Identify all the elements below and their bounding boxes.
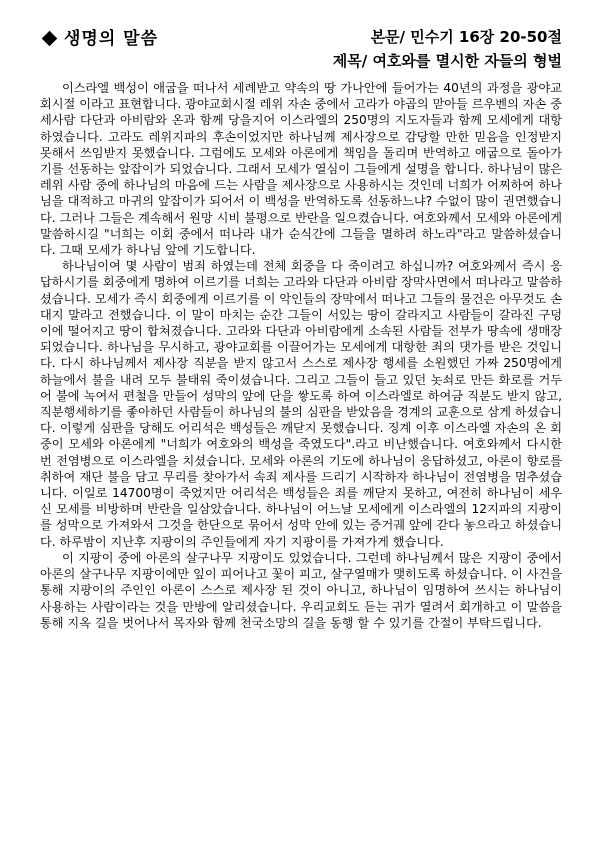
header bbox=[40, 22, 562, 74]
paragraph: 하나님이여 몇 사람이 범죄 하였는데 전체 회중을 다 죽이려고 하십니까? 여호와께서 즉시 응답하시기를 회중에게 명하여 이르기를 너희는 고라와 다단과 아비람 장막사면에서 떠나라고 말씀하셨습니다. 모세가 즉시 회중에게 이르기를 이 악인들의 장막에서 떠나고 그들의 물건은 아무것도 손대지 말라고 전했습니다. 이 말이 마치는 순간 그들이 서있는 땅이 갈라지고 사람들이 갈라진 구덩이에 떨어지고 땅이 합쳐졌습니다. 고라와 다단과 아비람에게 소속된 사람들 전부가 땅속에 생매장 되었습니다. 하나님을 무시하고, 광야교회를 이끌어가는 모세에게 대항한 죄의 댓가를 받은 것입니다. 다시 하나님께서 제사장 직분을 받지 않고서 스스로 제사장 행세를 소원했던 가짜 250명에게 하늘에서 불을 내려 모두 불태워 죽이셨습니다. 그리고 그들이 들고 있던 놋쇠로 만든 화로를 거두어 불에 녹여서 편철을 만들어 성막의 앞에 단을 쌓도록 하여 이스라엘로 하여금 직분도 받지 않고, 직분행세하기를 좋아하던 사람들이 하나님의 불의 심판을 받았음을 경계의 교훈으로 삼게 하셨습니다. 이렇게 심판을 당해도 어리석은 백성들은 깨닫지 못했습니다. 징계 이후 이스라엘 자손의 온 회중이 모세와 아론에게 "너희가 여호와의 백성을 죽였도다".라고 비난했습니다. 여호와께서 다시한번 전염병으로 이스라엘을 치셨습니다. 모세와 아론의 기도에 하나님이 응답하셨고, 아론이 향로를 취하여 재단 불을 담고 무리를 찾아가서 속죄 제사를 드리기 시작하자 하나님이 전염병을 멈추셨습니다. 이일로 14700명이 죽었지만 어리석은 백성들은 죄를 깨닫지 못하고, 여전히 하나님이 세우신 모세를 비방하며 반란을 일삼았습니다. 하나님이 어느날 모세에게 이스라엘의 12지파의 지팡이를 성막으로 가져와서 그것을 한단으로 묶어서 성막 안에 있는 증거궤 앞에 갇다 놓으라고 하셨습니다. 하루밤이 지난후 지팡이의 주인들에게 자기 지팡이를 가져가게 했습니다. bbox=[40, 259, 562, 549]
sermon-subject: 제목/ 여호와를 멸시한 자들의 형벌 bbox=[332, 52, 562, 70]
section-title-text: 생명의 말씀 bbox=[64, 29, 159, 49]
sermon-body bbox=[40, 80, 562, 631]
section-title bbox=[40, 24, 158, 49]
scripture-reference: 본문/ 민수기 16장 20-50절 bbox=[370, 28, 562, 46]
paragraph: 이스라엘 백성이 애굽을 떠나서 세례받고 약속의 땅 가나안에 들어가는 40년의 과정을 광야교회시절 이라고 표현합니다. 광야교회시절 레위 자손 중에서 고라가 야곱의 맏아들 르우벤의 자손 중 세사람 다단과 아비람와 온과 함께 당을지어 이스라엘의 250명의 지도자들과 함께 모세에게 대항하였습니다. 고라도 레위지파의 후손이었지만 하나님께 제사장으로 감당할 만한 믿음을 인정받지 못해서 쓰임받지 못했습니다. 그럼에도 모세와 아론에게 책임을 돌리며 반역하고 애굽으로 돌아가기를 선동하는 앞잡이가 되었습니다. 그래서 모세가 열심이 그들에게 설명을 합니다. 하나님이 많은 레위 사람 중에 하나님의 마음에 드는 사람을 제사장으로 사용하시는 것인데 너희가 어찌하여 하나님을 대적하고 마귀의 앞잡이가 되어서 이 백성을 반역하도록 선동하느냐? 수없이 많이 권면했습니다. 그러나 그들은 계속해서 원망 시비 불평으로 반란을 일으켰습니다. 여호와께서 모세와 아론에게 말씀하시길 "너희는 이회 중에서 떠나라 내가 순식간에 그들을 멸하려 하노라"라고 말씀하셨습니다. 그때 모세가 하나님 앞에 기도합니다. bbox=[40, 81, 562, 258]
paragraph: 이 지팡이 중에 아론의 살구나무 지팡이도 있었습니다. 그런데 하나님께서 많은 지팡이 중에서 아론의 살구나무 지팡이에만 잎이 피어나고 꽃이 피고, 살구열매가 맺히도록 하셨습니다. 이 사건을 통해 지팡이의 주인인 아론이 스스로 제사장 된 것이 아니고, 하나님이 임명하여 쓰시는 하나님이 사용하는 사람이라는 것을 만방에 알리셨습니다. 우리교회도 듣는 귀가 열려서 회개하고 이 말씀을 통해 지옥 길을 벗어나서 목자와 함께 천국소망의 길을 동행 할 수 있기를 간절이 부탁드립니다. bbox=[40, 550, 562, 630]
diamond-bullet-icon bbox=[42, 31, 58, 47]
